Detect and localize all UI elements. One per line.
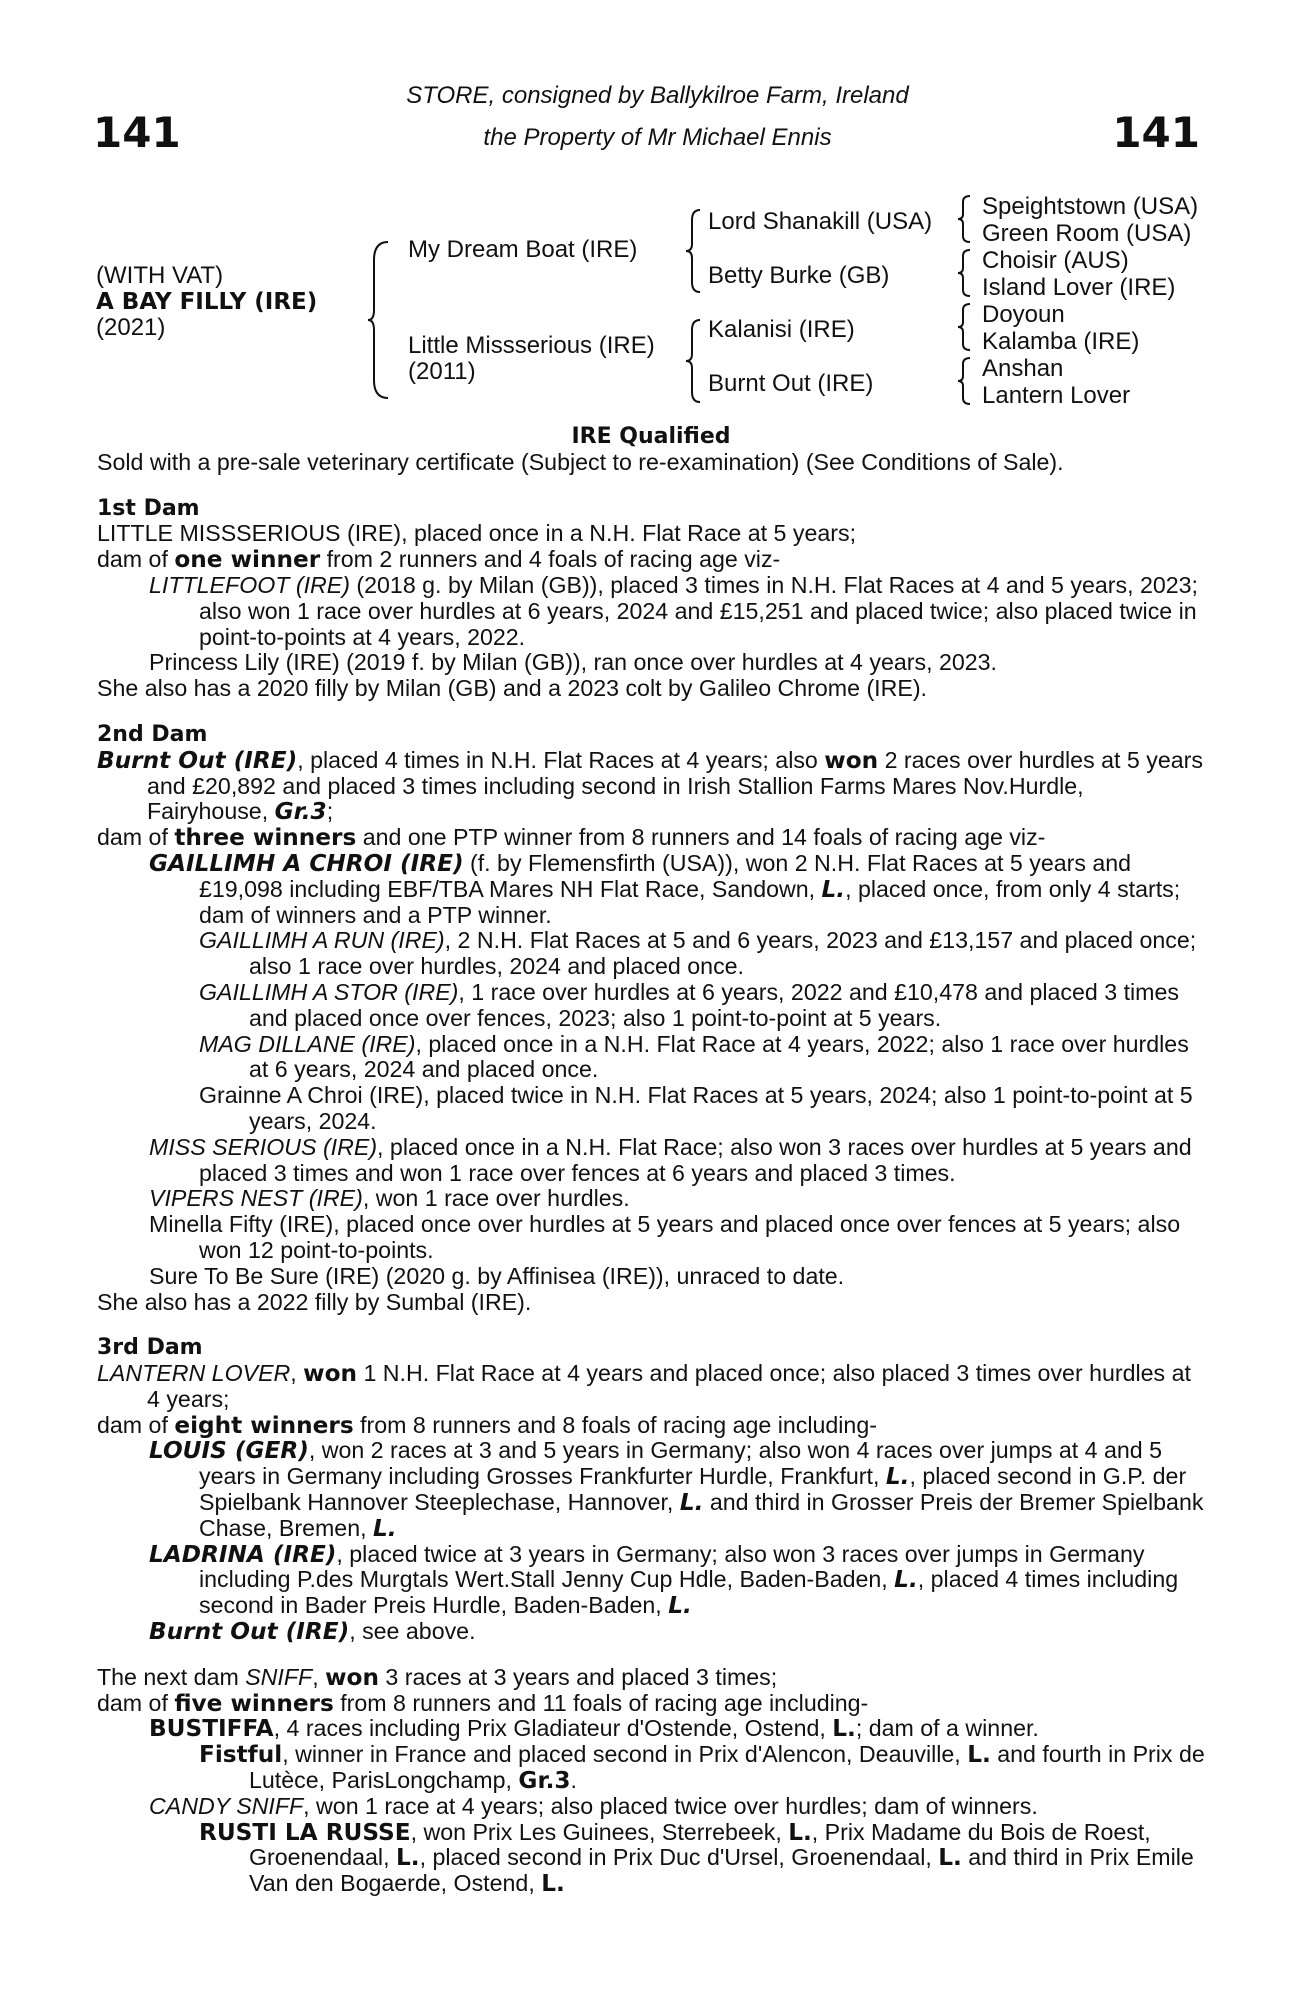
produce-entry: CANDY SNIFF, won 1 race at 4 years; also placed twice over hurdles; dam of winners. [149, 1792, 1038, 1819]
produce-entry: Minella Fifty (IRE), placed once over hurdles at 5 years and placed once over fences at 5 years; also won 12 point-to-points. [149, 1211, 1181, 1263]
g-brace-3 [958, 302, 972, 352]
second-dam-produce-line: dam of three winners and one PTP winner from 8 runners and 14 foals of racing age viz- [97, 824, 1046, 852]
produce-entry: Sure To Be Sure (IRE) (2020 g. by Affinisea (IRE)), unraced to date. [149, 1262, 845, 1289]
produce-entry: LITTLEFOOT (IRE) (2018 g. by Milan (GB)), placed 3 times in N.H. Flat Races at 4 and 5 years, 2023; also won 1 race over hurdles at 6 years, 2024 and £15,251 and placed twice; also placed twice in point-to-points at 4 years, 2022. [149, 571, 1198, 650]
property-line: the Property of Mr Michael Ennis [483, 124, 832, 151]
produce-entry: Grainne A Chroi (IRE), placed twice in N.H. Flat Races at 5 years, 2024; also 1 point-to-point at 5 years, 2024. [199, 1082, 1193, 1134]
catalogue-body [97, 424, 1205, 1897]
first-dam-line: LITTLE MISSSERIOUS (IRE), placed once in a N.H. Flat Race at 5 years; [97, 520, 857, 547]
dam-brace [686, 318, 702, 404]
second-dam-title: 2nd Dam [97, 721, 208, 747]
next-dam-produce-line: dam of five winners from 8 runners and 11 foals of racing age including- [97, 1689, 869, 1717]
gg-6: Kalamba (IRE) [982, 328, 1140, 355]
gg-7: Anshan [982, 355, 1064, 382]
produce-entry: BUSTIFFA, 4 races including Prix Gladiateur d'Ostende, Ostend, L.; dam of a winner. [149, 1715, 1039, 1743]
produce-entry: Burnt Out (IRE), see above. [149, 1618, 476, 1646]
gg-2: Green Room (USA) [982, 220, 1192, 247]
vet-note: Sold with a pre-sale veterinary certificate (Subject to re-examination) (See Conditions of Sale). [97, 448, 1064, 475]
sire-brace [686, 208, 702, 294]
produce-entry: LADRINA (IRE), placed twice at 3 years in Germany; also won 3 races over jumps in Germany including P.des Murgtals Wert.Stall Jenny Cup Hdle, Baden-Baden, L., placed 4 times including second in Bader Preis Hurdle, Baden-Baden, L. [149, 1540, 1179, 1620]
gg-4: Island Lover (IRE) [982, 274, 1176, 301]
produce-entry: Fistful, winner in France and placed second in Prix d'Alencon, Deauville, L. and fourth in Prix de Lutèce, ParisLongchamp, Gr.3. [199, 1741, 1205, 1795]
produce-entry: VIPERS NEST (IRE), won 1 race over hurdles. [149, 1185, 630, 1212]
third-dam-line: LANTERN LOVER, won 1 N.H. Flat Race at 4 years and placed once; also placed 3 times over hurdles at 4 years; [97, 1360, 1191, 1412]
dam-year: (2011) [408, 358, 476, 385]
produce-entry: RUSTI LA RUSSE, won Prix Les Guinees, Sterrebeek, L., Prix Madame du Bois de Roest, Groenendaal, L., placed second in Prix Duc d'Ursel, Groenendaal, L. and third in Prix Emile Van den Bogaerde, Ostend, L. [199, 1818, 1194, 1898]
sire-dam: Betty Burke (GB) [708, 262, 890, 289]
second-dam-line: Burnt Out (IRE), placed 4 times in N.H. Flat Races at 4 years; also won 2 races over hurdles at 5 years and £20,892 and placed 3 times including second in Irish Stallion Farms Mares Nov.Hurdle, Fairyhouse, Gr.3; [97, 746, 1203, 826]
consignor-line: STORE, consigned by Ballykilroe Farm, Ireland [406, 82, 909, 109]
second-dam-also-has: She also has a 2022 filly by Sumbal (IRE). [97, 1288, 532, 1315]
produce-entry: GAILLIMH A STOR (IRE), 1 race over hurdles at 6 years, 2022 and £10,478 and placed 3 times and placed once over fences, 2023; also 1 point-to-point at 5 years. [199, 978, 1179, 1031]
gg-1: Speightstown (USA) [982, 193, 1199, 220]
produce-entry: GAILLIMH A RUN (IRE), 2 N.H. Flat Races at 5 and 6 years, 2023 and £13,157 and placed once; also 1 race over hurdles, 2024 and placed once. [199, 927, 1197, 980]
lot-number-right: 141 [1112, 108, 1200, 157]
gg-5: Doyoun [982, 301, 1065, 328]
lot-number-left: 141 [93, 108, 181, 157]
dam-sire: Kalanisi (IRE) [708, 316, 855, 343]
first-dam-title: 1st Dam [97, 495, 200, 521]
dam-name: Little Missserious (IRE) [408, 332, 655, 359]
produce-entry: MAG DILLANE (IRE), placed once in a N.H. Flat Race at 4 years, 2022; also 1 race over hurdles at 6 years, 2024 and placed once. [199, 1030, 1189, 1083]
produce-entry: GAILLIMH A CHROI (IRE) (f. by Flemensfirth (USA)), won 2 N.H. Flat Races at 5 years and £19,098 including EBF/TBA Mares NH Flat Race, Sandown, L., placed once, from only 4 starts; dam of winners and a PTP winner. [149, 849, 1181, 928]
sire-sire: Lord Shanakill (USA) [708, 208, 933, 235]
produce-entry: MISS SERIOUS (IRE), placed once in a N.H. Flat Race; also won 3 races over hurdles at 5 years and placed 3 times and won 1 race over fences at 6 years and placed 3 times. [149, 1133, 1192, 1186]
dam-dam: Burnt Out (IRE) [708, 370, 874, 397]
third-dam-title: 3rd Dam [97, 1335, 203, 1361]
first-dam-also-has: She also has a 2020 filly by Milan (GB) and a 2023 colt by Galileo Chrome (IRE). [97, 675, 927, 702]
next-dam-line: The next dam SNIFF, won 3 races at 3 years and placed 3 times; [97, 1663, 778, 1691]
produce-entry: LOUIS (GER), won 2 races at 3 and 5 years in Germany; also won 4 races over jumps at 4 and 5 years in Germany including Grosses Frankfurter Hurdle, Frankfurt, L., placed second in G.P. der Spielbank Hannover Steeplechase, Hannover, L. and third in Grosser Preis der Bremer Spielbank Chase, Bremen, L. [149, 1437, 1204, 1542]
vat-label: (WITH VAT) [96, 262, 224, 289]
sire-name: My Dream Boat (IRE) [408, 236, 638, 263]
foaling-year: (2021) [96, 314, 166, 341]
gg-3: Choisir (AUS) [982, 247, 1129, 274]
horse-name: A BAY FILLY (IRE) [96, 289, 318, 315]
produce-entry: Princess Lily (IRE) (2019 f. by Milan (GB)), ran once over hurdles at 4 years, 2023. [149, 649, 997, 676]
qualified-label: IRE Qualified [571, 424, 731, 449]
g-brace-2 [958, 248, 972, 298]
g-brace-4 [958, 356, 972, 406]
gg-8: Lantern Lover [982, 382, 1131, 409]
third-dam-produce-line: dam of eight winners from 8 runners and 8 foals of racing age including- [97, 1411, 877, 1439]
g-brace-1 [958, 194, 972, 244]
first-dam-produce-line: dam of one winner from 2 runners and 4 foals of racing age viz- [97, 546, 781, 574]
pedigree-brace-main [368, 240, 390, 400]
